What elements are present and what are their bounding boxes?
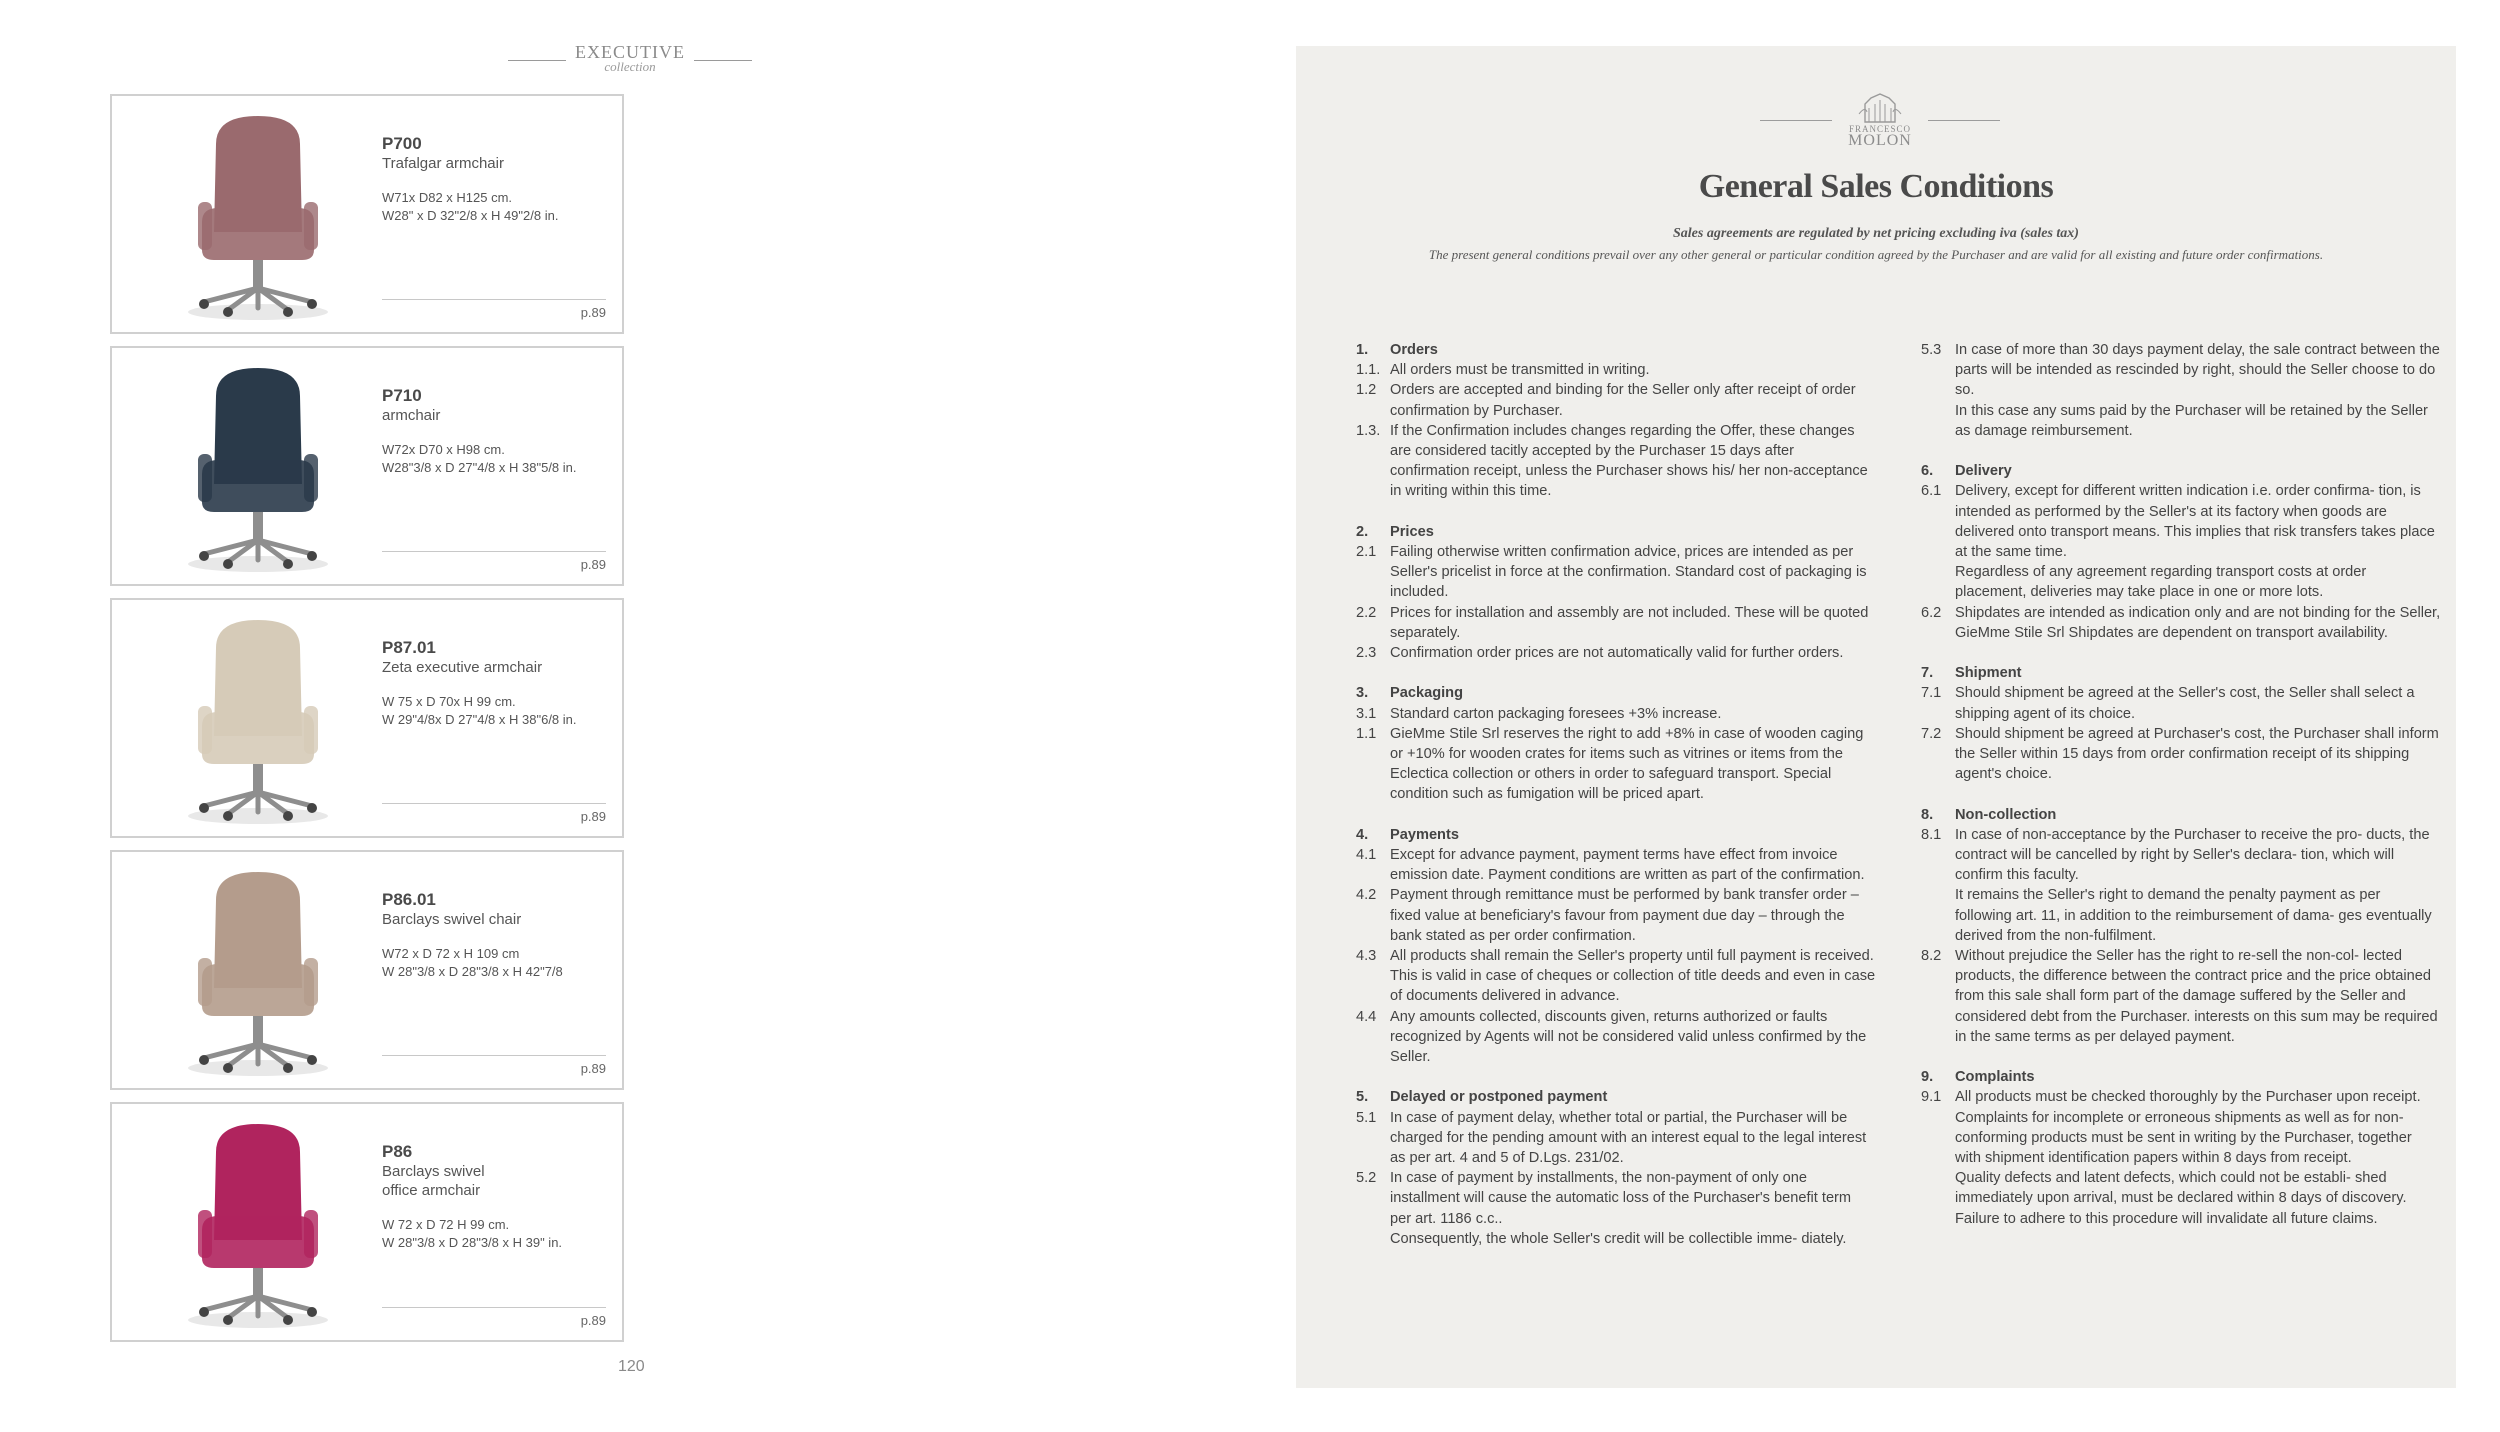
header-rule-left [508,60,566,61]
section-number: 8. [1921,806,1934,823]
clause-number: 5.1 [1356,1109,1377,1126]
condition-clause [1356,704,1876,724]
brand-first-name: FRANCESCO [1848,124,1911,134]
condition-clause [1921,603,2441,643]
clause-text: Failing otherwise written confirmation advice, prices are intended as per Seller's pricelist in force at the confirmation. Standard cost of packaging is included. [1390,544,1867,601]
conditions-column-left [1356,340,1876,1269]
condition-clause [1356,380,1876,420]
clause-text: Shipdates are intended as indication only and are not binding for the Seller, GieMme Stile Srl Shipdates are dependent on transport availability. [1955,604,2441,641]
product-name: armchair [382,407,441,424]
clause-number: 4.1 [1356,847,1377,864]
clause-number: 4.3 [1356,948,1377,965]
section-heading [1921,663,2441,683]
clause-text: All products shall remain the Seller's property until full payment is received. This is valid in case of cheques or collection of title deeds and even in case of documents delivered in advance. [1390,948,1876,1005]
condition-clause [1356,1108,1876,1169]
header-rule-right [694,60,752,61]
logo-rule-left [1760,120,1832,121]
condition-section [1921,663,2441,784]
product-page-ref: p.89 [580,1313,606,1328]
product-page-ref: p.89 [580,557,606,572]
section-number: 4. [1356,826,1369,843]
section-heading [1356,683,1876,703]
clause-text: Without prejudice the Seller has the right to re-sell the non-col- lected products, the difference between the contract price and the price obtained from this sale shall form part of the damage suffered by the Seller and considered debt from the Purchaser. interests on this sum may be required in the same terms as per delayed payment. [1955,948,2438,1045]
condition-section [1921,805,2441,1047]
conditions-intro: The present general conditions prevail over any other general or particular condition agreed by the Purchaser and are valid for all existing and future order confirmations. [1428,247,2324,262]
clause-text: In case of more than 30 days payment delay, the sale contract between the parts will be intended as rescinded by right, should the Seller choose to do so. In this case any sums paid by the Purchaser will be retained by the Seller as damage reimbursement. [1955,342,2440,439]
product-image [158,356,358,578]
section-title: Payments [1390,826,1459,843]
clause-text: Orders are accepted and binding for the Seller only after receipt of order confirmation by Purchaser. [1390,382,1856,419]
section-heading [1356,522,1876,542]
clause-text: In case of non-acceptance by the Purchaser to receive the pro- ducts, the contract will be cancelled by right by Seller's declara- tion, which will confirm this faculty. It remains the Seller's right to demand the penalty payment as per following art. 11, in addition to the reimbursement of dama- ges eventually derived from the non-fulfilment. [1955,826,2432,944]
clause-number: 2.3 [1356,645,1377,662]
condition-clause [1356,1007,1876,1068]
clause-number: 2.2 [1356,604,1377,621]
section-title: Delivery [1955,463,2012,480]
section-title: Prices [1390,523,1434,540]
condition-section [1921,461,2441,643]
clause-number: 8.1 [1921,826,1942,843]
clause-text: Should shipment be agreed at Purchaser's cost, the Purchaser shall inform the Seller within 15 days from order confirmation receipt of its shipping agent's choice. [1955,725,2439,783]
section-number: 1. [1356,342,1369,358]
product-code: P86 [382,1142,413,1161]
brand-last-name: MOLON [1848,132,1912,149]
condition-clause [1921,683,2441,723]
clause-number: 1.1. [1356,362,1381,379]
product-page-ref: p.89 [580,305,606,320]
clause-text: Standard carton packaging foresees +3% increase. [1390,705,1722,722]
clause-number: 6.2 [1921,604,1942,621]
conditions-subtitle: Sales agreements are regulated by net pricing excluding iva (sales tax) [1673,226,2079,241]
section-title: Packaging [1390,685,1463,702]
conditions-column-right [1921,340,2441,1249]
product-divider [382,1055,606,1056]
clause-text: Prices for installation and assembly are not included. These will be quoted separately. [1390,604,1869,641]
product-divider [382,551,606,552]
product-card [110,94,624,334]
clause-text: In case of payment by installments, the non-payment of only one installment will cause the automatic loss of the Purchaser's benefit term per art. 1186 c.c.. Consequently, the whole Seller's credit will be collectible imme- diately. [1390,1170,1852,1247]
clause-number: 1.1 [1356,725,1377,742]
condition-section [1356,683,1876,804]
crest-icon [1855,92,1905,124]
product-code: P710 [382,386,422,405]
clause-text: If the Confirmation includes changes regarding the Offer, these changes are considered tacitly accepted by the Purchaser 15 days after confirmation receipt, unless the Purchaser shows his/ her non-acceptance in writing within this time. [1390,422,1868,500]
clause-text: Except for advance payment, payment terms have effect from invoice emission date. Payment conditions are written as part of the confirmation. [1390,847,1865,884]
condition-clause [1356,603,1876,643]
clause-number: 8.2 [1921,948,1942,965]
section-title: Orders [1390,342,1438,358]
section-title: Complaints [1955,1069,2035,1086]
clause-text: Any amounts collected, discounts given, returns authorized or faults recognized by Agents will not be considered valid unless confirmed by the Seller. [1390,1008,1867,1066]
section-title: Non-collection [1955,806,2057,823]
armchair-icon [158,104,358,326]
section-number: 9. [1921,1069,1934,1086]
product-dimensions-cm: W72 x D 72 x H 109 cm [382,946,520,961]
product-dimensions-cm: W72x D70 x H98 cm. [382,442,505,457]
section-number: 5. [1356,1089,1369,1106]
section-number: 6. [1921,463,1934,480]
armchair-icon [158,356,358,578]
condition-section [1921,340,2441,441]
clause-number: 2.1 [1356,544,1377,561]
product-image [158,608,358,830]
condition-clause [1356,724,1876,805]
section-heading [1356,1087,1876,1107]
product-card [110,598,624,838]
condition-clause [1921,724,2441,785]
product-name: Barclays swivel office armchair [382,1163,485,1199]
armchair-icon [158,860,358,1082]
condition-clause [1921,1087,2441,1228]
clause-number: 1.3. [1356,422,1381,439]
condition-section [1356,340,1876,502]
clause-number: 9.1 [1921,1089,1942,1106]
clause-number: 3.1 [1356,705,1377,722]
clause-number: 7.1 [1921,685,1942,702]
product-dimensions-in: W 28"3/8 x D 28"3/8 x H 42"7/8 [382,964,563,979]
product-card [110,346,624,586]
clause-text: In case of payment delay, whether total or partial, the Purchaser will be charged for the pending amount with an interest equal to the legal interest as per art. 4 and 5 of D.Lgs. 231/02. [1390,1109,1867,1167]
condition-clause [1356,421,1876,502]
condition-clause [1921,825,2441,946]
condition-clause [1356,1168,1876,1249]
collection-title: EXECUTIVE [575,42,685,62]
product-dimensions-cm: W 75 x D 70x H 99 cm. [382,694,516,709]
product-image [158,860,358,1082]
product-name: Barclays swivel chair [382,911,522,928]
product-divider [382,1307,606,1308]
clause-text: Payment through remittance must be performed by bank transfer order – fixed value at beneficiary's favour from payment due day – through the bank stated as per order confirmation. [1390,887,1859,944]
clause-text: Confirmation order prices are not automatically valid for further orders. [1390,645,1844,662]
clause-number: 4.4 [1356,1008,1377,1025]
condition-clause [1921,946,2441,1047]
product-name: Zeta executive armchair [382,659,543,676]
collection-header [500,42,760,75]
product-image [158,104,358,326]
product-page-ref: p.89 [580,1061,606,1076]
product-name: Trafalgar armchair [382,155,504,172]
product-dimensions-in: W28"3/8 x D 27"4/8 x H 38"5/8 in. [382,460,577,475]
product-card [110,1102,624,1342]
section-number: 7. [1921,665,1934,682]
armchair-icon [158,1112,358,1334]
clause-text: All orders must be transmitted in writing. [1390,362,1650,379]
product-divider [382,299,606,300]
condition-clause [1356,946,1876,1007]
condition-clause [1921,340,2441,441]
section-title: Shipment [1955,665,2022,682]
condition-section [1921,1067,2441,1229]
section-number: 3. [1356,685,1369,702]
condition-section [1356,522,1876,663]
section-heading [1356,825,1876,845]
product-divider [382,803,606,804]
clause-text: Should shipment be agreed at the Seller's cost, the Seller shall select a shipping agent of its choice. [1955,685,2415,722]
product-card [110,850,624,1090]
section-number: 2. [1356,523,1369,540]
logo-rule-right [1928,120,2000,121]
clause-number: 1.2 [1356,382,1377,399]
product-dimensions-in: W 28"3/8 x D 28"3/8 x H 39" in. [382,1235,563,1250]
clause-text: GieMme Stile Srl reserves the right to add +8% in case of wooden caging or +10% for wooden crates for items such as vitrines or items from the Eclectica collection or others in order to safeguard transport. Special condition such as fumigation will be priced apart. [1390,725,1864,803]
condition-section [1356,825,1876,1067]
product-image [158,1112,358,1334]
conditions-title: General Sales Conditions [1698,168,2054,205]
condition-clause [1356,643,1876,663]
product-page-ref: p.89 [580,809,606,824]
section-heading [1921,461,2441,481]
condition-clause [1356,885,1876,946]
product-dimensions-cm: W 72 x D 72 H 99 cm. [382,1217,510,1232]
page-number: 120 [618,1358,645,1375]
clause-number: 7.2 [1921,725,1942,742]
condition-clause [1356,360,1876,380]
brand-logo [1760,90,2000,152]
clause-number: 6.1 [1921,483,1942,500]
condition-clause [1921,481,2441,602]
clause-number: 5.2 [1356,1170,1377,1187]
section-heading [1921,805,2441,825]
armchair-icon [158,608,358,830]
clause-text: All products must be checked thoroughly by the Purchaser upon receipt. Complaints for incomplete or erroneous shipments as well as for non-conforming products must be sent in writing by the Purchaser, together with shipment identification papers within 8 days from receipt. Quality defects and latent defects, which could not be establi- shed immediately upon arrival, must be declared within 8 days of discovery. Failure to adhere to this procedure will invalidate all future claims. [1955,1089,2421,1227]
product-dimensions-in: W28" x D 32"2/8 x H 49"2/8 in. [382,208,559,223]
condition-section [1356,1087,1876,1249]
section-title: Delayed or postponed payment [1390,1089,1608,1106]
collection-subtitle: collection [604,59,656,74]
product-dimensions-in: W 29"4/8x D 27"4/8 x H 38"6/8 in. [382,712,577,727]
condition-clause [1356,542,1876,603]
product-code: P86.01 [382,890,436,909]
clause-number: 5.3 [1921,342,1942,358]
product-dimensions-cm: W71x D82 x H125 cm. [382,190,513,205]
section-heading [1921,1067,2441,1087]
clause-number: 4.2 [1356,887,1377,904]
condition-clause [1356,845,1876,885]
product-code: P87.01 [382,638,436,657]
product-code: P700 [382,134,422,153]
section-heading [1356,340,1876,360]
clause-text: Delivery, except for different written indication i.e. order confirma- tion, is intended as performed by the Seller's at its factory when goods are delivered onto transport means. This implies that risk transfers takes place at the same time. Regardless of any agreement regarding transport costs at order placement, deliveries may take place in one or more lots. [1955,483,2435,601]
